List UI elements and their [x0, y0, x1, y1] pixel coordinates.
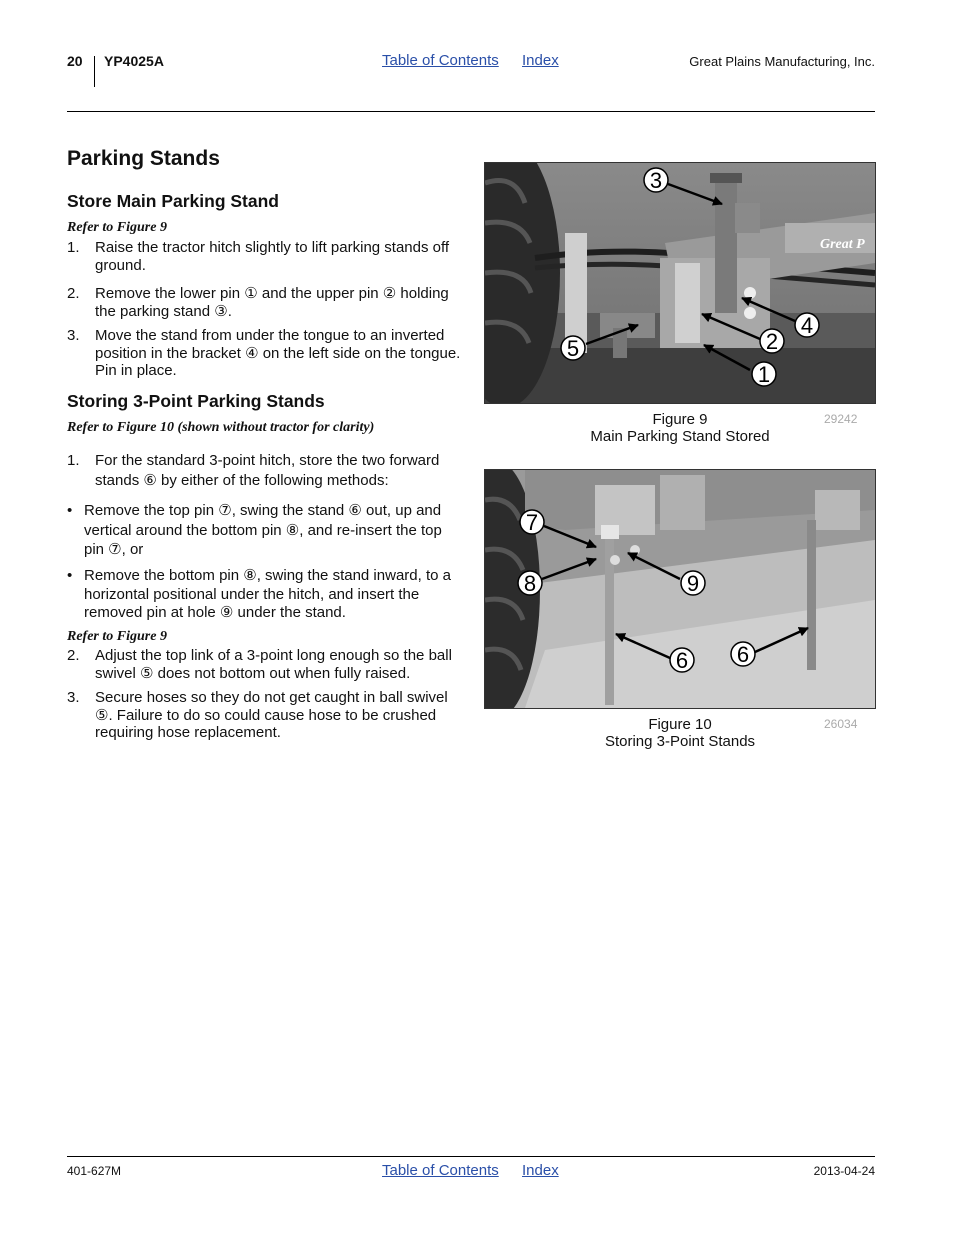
figure-9-id: 29242 — [824, 412, 858, 426]
list-text: Remove the lower pin ① and the upper pin ② holding the parking stand ③. — [95, 285, 449, 320]
header-divider — [94, 56, 95, 87]
footer-toc-link[interactable]: Table of Contents — [382, 1162, 499, 1179]
figure-9-caption: Main Parking Stand Stored — [590, 428, 770, 445]
section-heading-3point-stands: Storing 3-Point Parking Stands — [67, 391, 325, 411]
figure-reference: Refer to Figure 9 — [67, 629, 167, 644]
document-date: 2013-04-24 — [813, 1164, 875, 1178]
bullet-item — [67, 567, 462, 623]
callout-labels — [518, 510, 755, 673]
callout-labels — [561, 168, 819, 387]
decal-text: Great P — [820, 237, 865, 252]
bullet-text: Remove the top pin ⑦, swing the stand ⑥ out, up and vertical around the bottom pin ⑧, and re-insert the top pin ⑦, or — [84, 502, 442, 558]
footer-rule — [67, 1156, 875, 1157]
figure-9-callouts — [484, 162, 874, 402]
figure-10-caption: Storing 3-Point Stands — [604, 733, 756, 750]
header-rule — [67, 111, 875, 112]
list-number: 1. — [67, 239, 80, 256]
footer-index-link[interactable]: Index — [522, 1162, 559, 1179]
callout-6: 6 — [675, 648, 689, 673]
list-text: Adjust the top link of a 3-point long enough so the ball swivel ⑤ does not bottom out when fully raised. — [95, 647, 452, 682]
callout-3: 3 — [649, 168, 663, 193]
company-name: Great Plains Manufacturing, Inc. — [689, 54, 875, 69]
list-text: Raise the tractor hitch slightly to lift parking stands off ground. — [95, 239, 450, 274]
figure-10-id: 26034 — [824, 717, 858, 731]
list-item — [67, 239, 462, 274]
model-number: YP4025A — [104, 53, 164, 69]
header-index-link[interactable]: Index — [522, 52, 559, 69]
callout-9: 9 — [686, 571, 700, 596]
callout-2: 2 — [765, 329, 779, 354]
callout-6: 6 — [736, 642, 750, 667]
figure-reference: Refer to Figure 10 (shown without tractor for clarity) — [67, 420, 375, 435]
callout-5: 5 — [566, 336, 580, 361]
list-text: Secure hoses so they do not get caught in ball swivel ⑤. Failure to do so could cause hose to be crushed requiring hose replacement. — [95, 689, 448, 741]
bullet-mark: • — [67, 502, 73, 519]
document-number: 401-627M — [67, 1164, 122, 1178]
callout-7: 7 — [525, 510, 539, 535]
list-number: 3. — [67, 689, 80, 706]
list-text: Move the stand from under the tongue to an inverted position in the bracket ④ on the left side on the tongue. Pin in place. — [95, 327, 461, 379]
bullet-item — [67, 501, 462, 560]
callout-4: 4 — [800, 313, 814, 338]
list-text: For the standard 3-point hitch, store the two forward stands ⑥ by either of the following methods: — [95, 452, 440, 489]
header-toc-link[interactable]: Table of Contents — [382, 52, 499, 69]
callout-arrows — [542, 526, 808, 658]
figure-10-callouts — [484, 469, 874, 707]
page-number: 20 — [67, 53, 83, 69]
figure-9-label: Figure 9 — [652, 411, 708, 428]
page-title: Parking Stands — [67, 147, 220, 170]
figure-10-label: Figure 10 — [648, 716, 712, 733]
section-heading-main-stand: Store Main Parking Stand — [67, 191, 279, 211]
list-item — [67, 285, 462, 320]
list-number: 3. — [67, 327, 80, 344]
callout-1: 1 — [757, 362, 771, 387]
list-item — [67, 689, 462, 742]
figure-reference: Refer to Figure 9 — [67, 220, 167, 235]
bullet-mark: • — [67, 567, 73, 584]
list-item — [67, 327, 462, 380]
callout-8: 8 — [523, 571, 537, 596]
list-item — [67, 451, 462, 491]
list-number: 1. — [67, 452, 80, 469]
list-number: 2. — [67, 285, 80, 302]
bullet-text: Remove the bottom pin ⑧, swing the stand inward, to a horizontal positional under the hitch, and insert the removed pin at hole ⑨ under the stand. — [84, 567, 451, 621]
list-item — [67, 647, 462, 682]
list-number: 2. — [67, 647, 80, 664]
